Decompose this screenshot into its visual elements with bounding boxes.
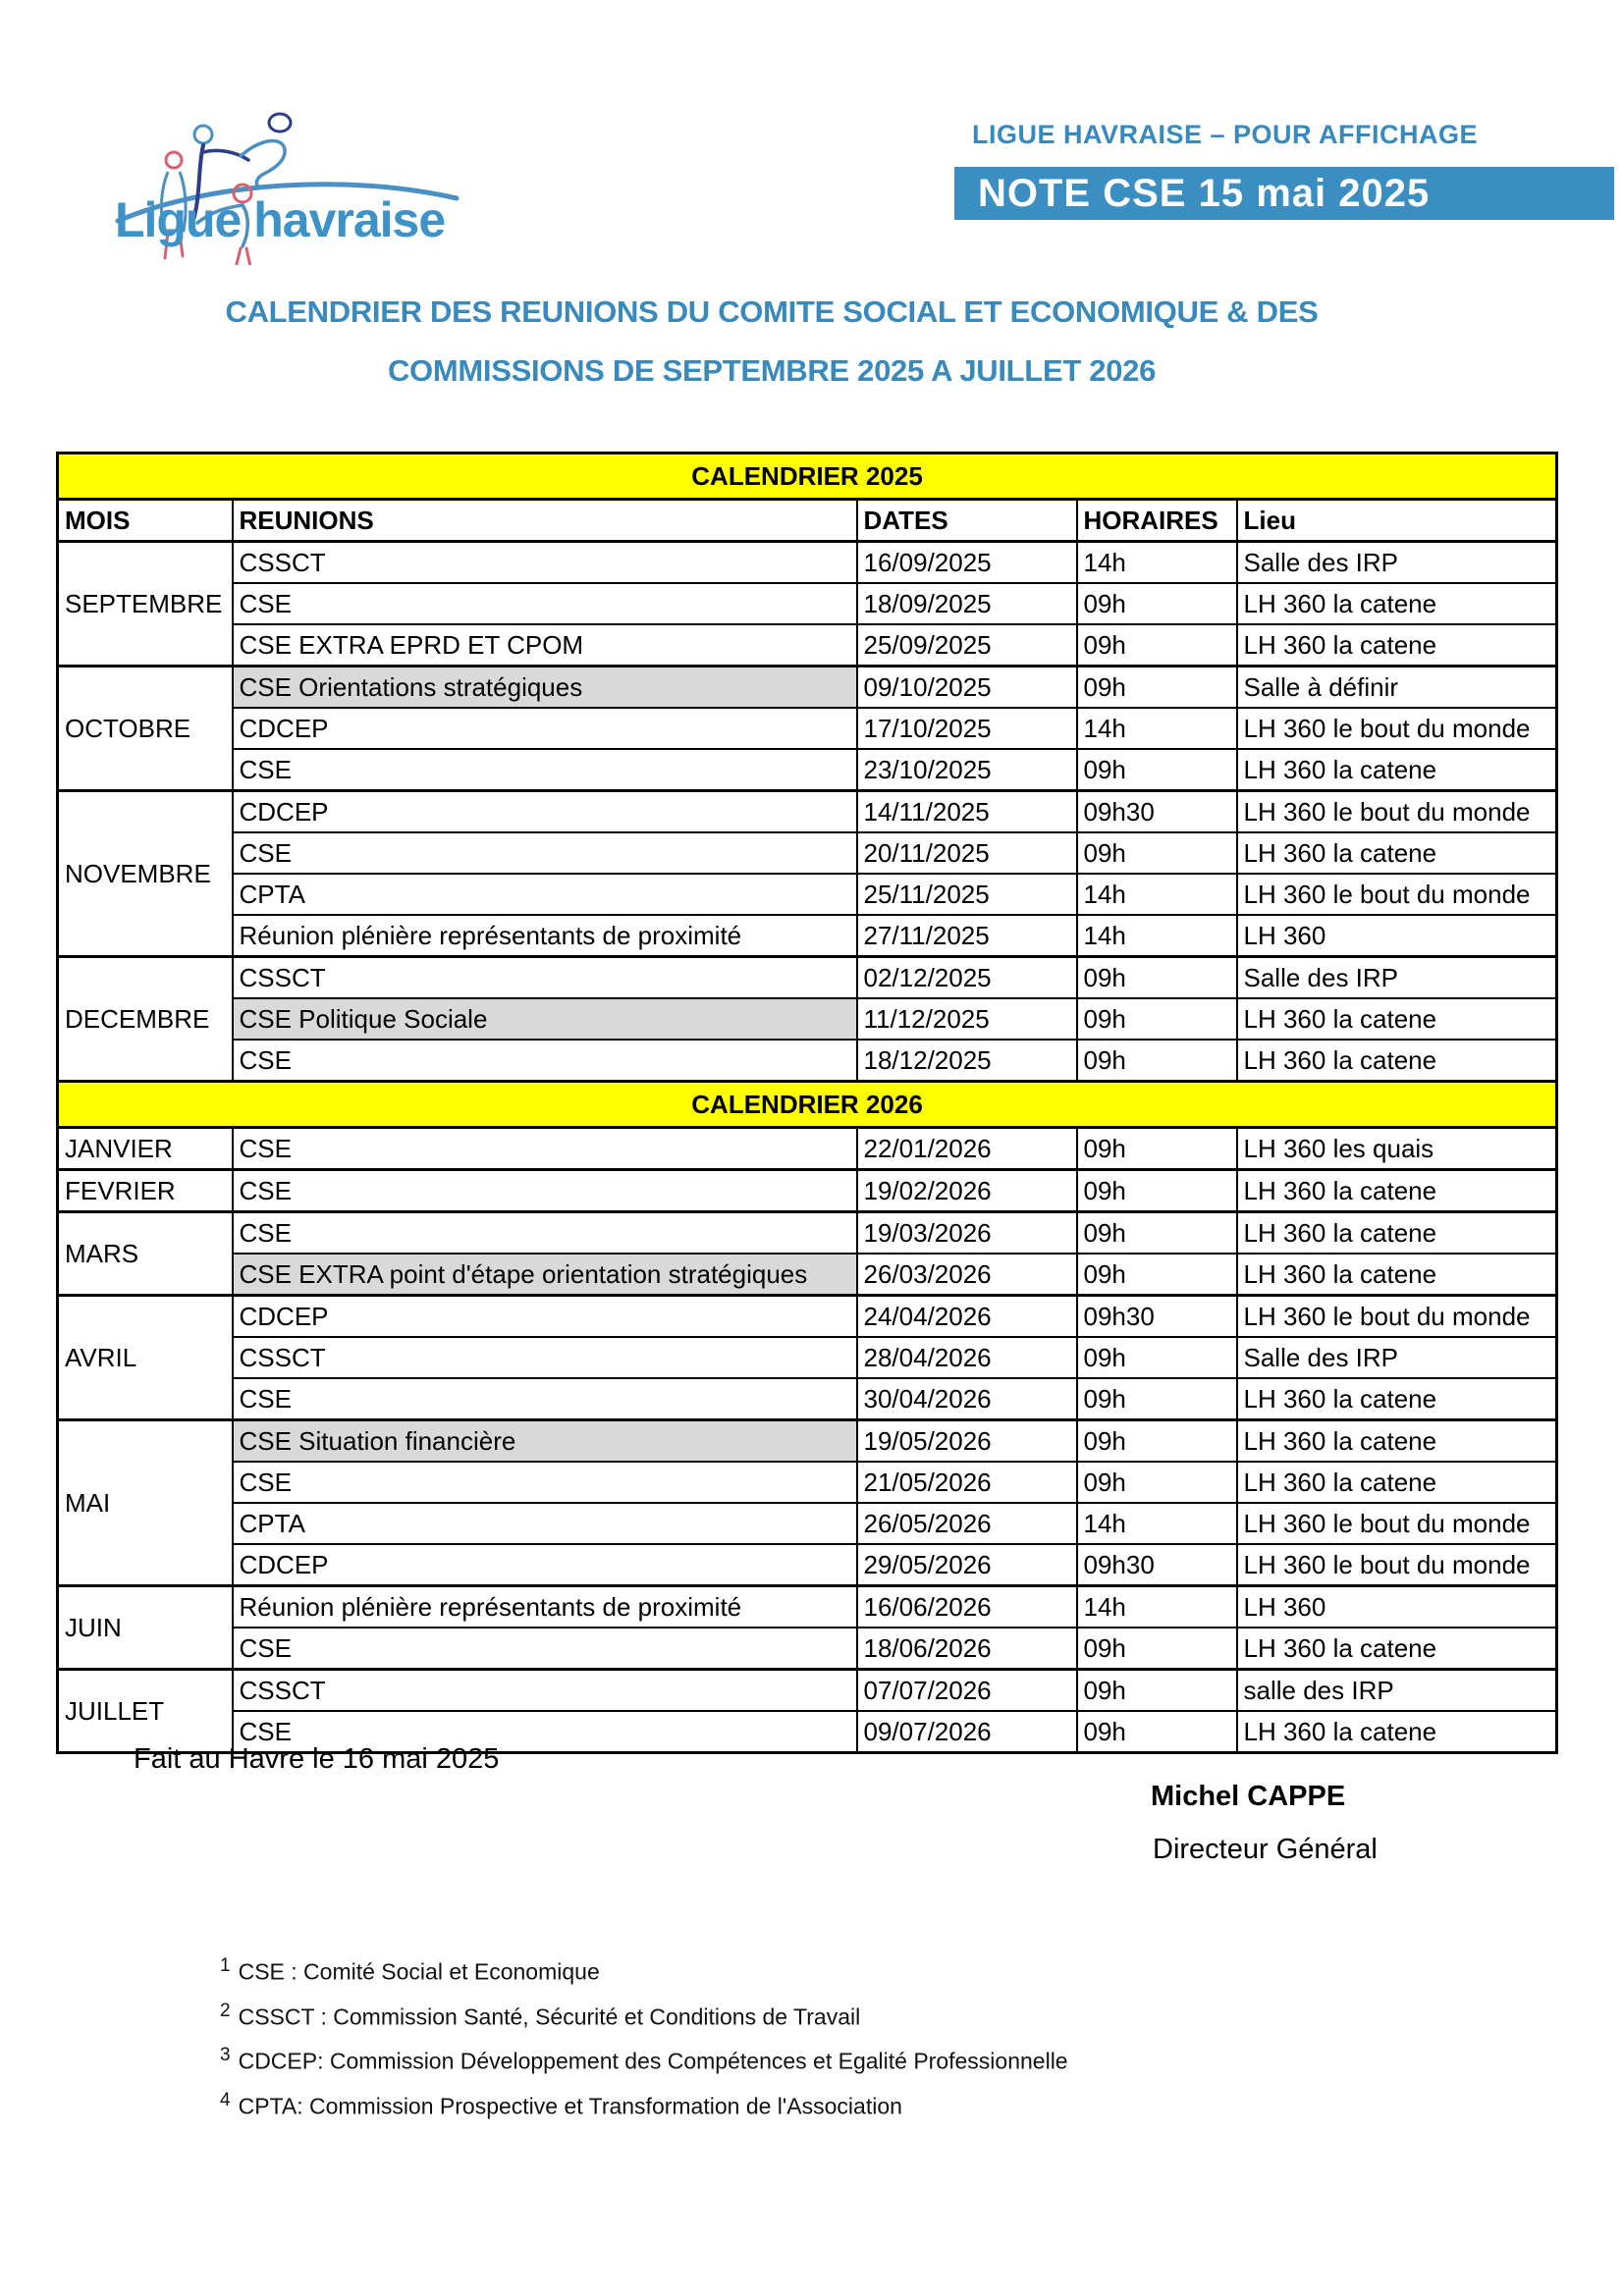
- column-header-dates: DATES: [857, 500, 1077, 542]
- date-cell: 29/05/2026: [857, 1544, 1077, 1586]
- lieu-cell: LH 360 la catene: [1237, 749, 1557, 791]
- meeting-row: [58, 1170, 1557, 1212]
- signer-title: Directeur Général: [1153, 1834, 1378, 1865]
- reunion-cell: CSE: [233, 1040, 857, 1082]
- meeting-row: [58, 1586, 1557, 1629]
- note-banner-text: NOTE CSE 15 mai 2025: [978, 171, 1431, 215]
- reunion-cell: CPTA: [233, 874, 857, 915]
- meeting-row: [58, 1296, 1557, 1338]
- horaire-cell: 09h: [1077, 957, 1237, 999]
- calendar-year-banner: CALENDRIER 2026: [58, 1082, 1557, 1128]
- date-cell: 14/11/2025: [857, 791, 1077, 833]
- reunion-cell: CSE: [233, 832, 857, 874]
- date-cell: 25/11/2025: [857, 874, 1077, 915]
- horaire-cell: 09h: [1077, 1711, 1237, 1753]
- footnote-number: 3: [220, 2045, 231, 2066]
- date-cell: 24/04/2026: [857, 1296, 1077, 1338]
- column-header-horaires: HORAIRES: [1077, 500, 1237, 542]
- meeting-row: [58, 749, 1557, 791]
- meeting-row: [58, 957, 1557, 999]
- month-cell: AVRIL: [58, 1296, 233, 1420]
- horaire-cell: 09h: [1077, 1462, 1237, 1503]
- footnote-text: CSE : Comité Social et Economique: [238, 1958, 600, 1985]
- lieu-cell: LH 360 le bout du monde: [1237, 791, 1557, 833]
- meeting-row: [58, 1378, 1557, 1420]
- column-header-lieu: Lieu: [1237, 500, 1557, 542]
- reunion-cell: CSE: [233, 583, 857, 624]
- lieu-cell: LH 360 la catene: [1237, 1212, 1557, 1255]
- horaire-cell: 09h: [1077, 667, 1237, 709]
- month-cell: MAI: [58, 1420, 233, 1586]
- meeting-row: [58, 1212, 1557, 1255]
- footnote-number: 1: [220, 1955, 231, 1976]
- footnote-cpta: [220, 2090, 1068, 2120]
- reunion-cell: CSE: [233, 1212, 857, 1255]
- lieu-cell: Salle des IRP: [1237, 1337, 1557, 1378]
- date-cell: 18/06/2026: [857, 1628, 1077, 1670]
- footnote-cdcep: [220, 2045, 1068, 2075]
- date-cell: 18/12/2025: [857, 1040, 1077, 1082]
- lieu-cell: LH 360 le bout du monde: [1237, 1503, 1557, 1544]
- reunion-cell: CSE: [233, 1711, 857, 1753]
- lieu-cell: LH 360 la catene: [1237, 1711, 1557, 1753]
- lieu-cell: LH 360 la catene: [1237, 583, 1557, 624]
- date-cell: 09/10/2025: [857, 667, 1077, 709]
- calendar-year-banner-row: [58, 1082, 1557, 1128]
- calendar-year-banner-row: [58, 454, 1557, 500]
- horaire-cell: 09h: [1077, 998, 1237, 1040]
- date-cell: 26/05/2026: [857, 1503, 1077, 1544]
- date-cell: 02/12/2025: [857, 957, 1077, 999]
- lieu-cell: LH 360 le bout du monde: [1237, 708, 1557, 749]
- lieu-cell: LH 360 la catene: [1237, 1462, 1557, 1503]
- reunion-cell: Réunion plénière représentants de proximité: [233, 915, 857, 957]
- reunion-cell: CSSCT: [233, 957, 857, 999]
- horaire-cell: 09h: [1077, 1670, 1237, 1712]
- month-cell: JUILLET: [58, 1670, 233, 1753]
- date-cell: 19/02/2026: [857, 1170, 1077, 1212]
- date-cell: 17/10/2025: [857, 708, 1077, 749]
- date-cell: 16/09/2025: [857, 542, 1077, 584]
- reunion-cell: CSE EXTRA point d'étape orientation stratégiques: [233, 1254, 857, 1296]
- date-cell: 23/10/2025: [857, 749, 1077, 791]
- reunion-cell: CSE: [233, 1462, 857, 1503]
- date-cell: 28/04/2026: [857, 1337, 1077, 1378]
- horaire-cell: 09h: [1077, 1170, 1237, 1212]
- reunion-cell: CDCEP: [233, 708, 857, 749]
- lieu-cell: LH 360: [1237, 915, 1557, 957]
- horaire-cell: 09h: [1077, 1212, 1237, 1255]
- horaire-cell: 09h: [1077, 1128, 1237, 1170]
- meeting-row: [58, 1462, 1557, 1503]
- meeting-row: [58, 542, 1557, 584]
- affichage-label: LIGUE HAVRAISE – POUR AFFICHAGE: [972, 120, 1479, 149]
- horaire-cell: 09h30: [1077, 1544, 1237, 1586]
- reunion-cell: CSSCT: [233, 542, 857, 584]
- lieu-cell: Salle à définir: [1237, 667, 1557, 709]
- lieu-cell: LH 360 la catene: [1237, 1254, 1557, 1296]
- meeting-row: [58, 915, 1557, 957]
- logo-wordmark: Ligue havraise: [115, 192, 446, 247]
- lieu-cell: salle des IRP: [1237, 1670, 1557, 1712]
- reunion-cell: CSE Politique Sociale: [233, 998, 857, 1040]
- horaire-cell: 14h: [1077, 542, 1237, 584]
- horaire-cell: 14h: [1077, 708, 1237, 749]
- footnote-text: CDCEP: Commission Développement des Compétences et Egalité Professionnelle: [238, 2048, 1068, 2074]
- document-title-line1: CALENDRIER DES REUNIONS DU COMITE SOCIAL ET ECONOMIQUE & DES: [225, 294, 1319, 329]
- date-cell: 19/03/2026: [857, 1212, 1077, 1255]
- reunion-cell: CSE: [233, 1378, 857, 1420]
- lieu-cell: LH 360 la catene: [1237, 1628, 1557, 1670]
- date-cell: 19/05/2026: [857, 1420, 1077, 1463]
- horaire-cell: 09h30: [1077, 791, 1237, 833]
- date-cell: 27/11/2025: [857, 915, 1077, 957]
- footnotes: [220, 1955, 1068, 2135]
- date-cell: 26/03/2026: [857, 1254, 1077, 1296]
- note-banner: [954, 167, 1614, 220]
- column-header-reunions: REUNIONS: [233, 500, 857, 542]
- reunion-cell: CDCEP: [233, 791, 857, 833]
- lieu-cell: Salle des IRP: [1237, 957, 1557, 999]
- month-cell: NOVEMBRE: [58, 791, 233, 957]
- horaire-cell: 14h: [1077, 874, 1237, 915]
- reunion-cell: CPTA: [233, 1503, 857, 1544]
- reunion-cell: CDCEP: [233, 1544, 857, 1586]
- document-title-line2: COMMISSIONS DE SEPTEMBRE 2025 A JUILLET 2026: [387, 353, 1157, 388]
- lieu-cell: LH 360: [1237, 1586, 1557, 1629]
- lieu-cell: LH 360 le bout du monde: [1237, 1544, 1557, 1586]
- date-cell: 16/06/2026: [857, 1586, 1077, 1629]
- meeting-row: [58, 583, 1557, 624]
- calendar-table: [56, 452, 1558, 1754]
- horaire-cell: 09h: [1077, 1337, 1237, 1378]
- signer-name: Michel CAPPE: [1151, 1781, 1346, 1812]
- lieu-cell: LH 360 la catene: [1237, 1420, 1557, 1463]
- reunion-cell: CSE: [233, 1628, 857, 1670]
- horaire-cell: 09h: [1077, 1628, 1237, 1670]
- column-header-row: [58, 500, 1557, 542]
- meeting-row: [58, 624, 1557, 667]
- footnote-text: CSSCT : Commission Santé, Sécurité et Conditions de Travail: [238, 2003, 861, 2030]
- meeting-row: [58, 1040, 1557, 1082]
- date-cell: 07/07/2026: [857, 1670, 1077, 1712]
- horaire-cell: 14h: [1077, 1586, 1237, 1629]
- document-title: [55, 294, 1488, 389]
- meeting-row: [58, 1254, 1557, 1296]
- meeting-row: [58, 708, 1557, 749]
- reunion-cell: CSSCT: [233, 1670, 857, 1712]
- lieu-cell: LH 360 la catene: [1237, 624, 1557, 667]
- horaire-cell: 09h: [1077, 1420, 1237, 1463]
- lieu-cell: LH 360 le bout du monde: [1237, 1296, 1557, 1338]
- horaire-cell: 09h: [1077, 1040, 1237, 1082]
- date-cell: 21/05/2026: [857, 1462, 1077, 1503]
- horaire-cell: 09h: [1077, 583, 1237, 624]
- horaire-cell: 14h: [1077, 915, 1237, 957]
- meeting-row: [58, 1670, 1557, 1712]
- month-cell: JANVIER: [58, 1128, 233, 1170]
- calendar-table-body: [58, 454, 1557, 1753]
- month-cell: FEVRIER: [58, 1170, 233, 1212]
- meeting-row: [58, 1628, 1557, 1670]
- horaire-cell: 09h: [1077, 624, 1237, 667]
- meeting-row: [58, 832, 1557, 874]
- month-cell: SEPTEMBRE: [58, 542, 233, 667]
- lieu-cell: LH 360 la catene: [1237, 1170, 1557, 1212]
- reunion-cell: CSE EXTRA EPRD ET CPOM: [233, 624, 857, 667]
- horaire-cell: 09h: [1077, 749, 1237, 791]
- reunion-cell: Réunion plénière représentants de proximité: [233, 1586, 857, 1629]
- lieu-cell: LH 360 la catene: [1237, 832, 1557, 874]
- reunion-cell: CSE Situation financière: [233, 1420, 857, 1463]
- horaire-cell: 09h: [1077, 1254, 1237, 1296]
- horaire-cell: 14h: [1077, 1503, 1237, 1544]
- month-cell: JUIN: [58, 1586, 233, 1670]
- meeting-row: [58, 1337, 1557, 1378]
- calendar-year-banner: CALENDRIER 2025: [58, 454, 1557, 500]
- date-cell: 18/09/2025: [857, 583, 1077, 624]
- meeting-row: [58, 1128, 1557, 1170]
- reunion-cell: CSE: [233, 1170, 857, 1212]
- meeting-row: [58, 791, 1557, 833]
- date-cell: 25/09/2025: [857, 624, 1077, 667]
- meeting-row: [58, 998, 1557, 1040]
- horaire-cell: 09h: [1077, 832, 1237, 874]
- lieu-cell: Salle des IRP: [1237, 542, 1557, 584]
- ligue-havraise-logo: [93, 54, 486, 265]
- horaire-cell: 09h30: [1077, 1296, 1237, 1338]
- month-cell: DECEMBRE: [58, 957, 233, 1082]
- date-cell: 09/07/2026: [857, 1711, 1077, 1753]
- meeting-row: [58, 667, 1557, 709]
- meeting-row: [58, 874, 1557, 915]
- reunion-cell: CDCEP: [233, 1296, 857, 1338]
- month-cell: MARS: [58, 1212, 233, 1296]
- meeting-row: [58, 1544, 1557, 1586]
- footnote-number: 4: [220, 2089, 231, 2110]
- column-header-mois: MOIS: [58, 500, 233, 542]
- footnote-cssct: [220, 2001, 1068, 2031]
- meeting-row: [58, 1420, 1557, 1463]
- reunion-cell: CSE: [233, 749, 857, 791]
- horaire-cell: 09h: [1077, 1378, 1237, 1420]
- place-date-line: Fait au Havre le 16 mai 2025: [134, 1743, 500, 1775]
- lieu-cell: LH 360 la catene: [1237, 998, 1557, 1040]
- date-cell: 20/11/2025: [857, 832, 1077, 874]
- date-cell: 11/12/2025: [857, 998, 1077, 1040]
- meeting-row: [58, 1503, 1557, 1544]
- lieu-cell: LH 360 le bout du monde: [1237, 874, 1557, 915]
- month-cell: OCTOBRE: [58, 667, 233, 791]
- lieu-cell: LH 360 la catene: [1237, 1378, 1557, 1420]
- footnote-text: CPTA: Commission Prospective et Transformation de l'Association: [238, 2093, 902, 2119]
- lieu-cell: LH 360 la catene: [1237, 1040, 1557, 1082]
- date-cell: 30/04/2026: [857, 1378, 1077, 1420]
- footnote-cse: [220, 1955, 1068, 1986]
- footnote-number: 2: [220, 2000, 231, 2021]
- calendar-table-wrap: [56, 452, 1555, 1754]
- date-cell: 22/01/2026: [857, 1128, 1077, 1170]
- reunion-cell: CSSCT: [233, 1337, 857, 1378]
- reunion-cell: CSE: [233, 1128, 857, 1170]
- reunion-cell: CSE Orientations stratégiques: [233, 667, 857, 709]
- lieu-cell: LH 360 les quais: [1237, 1128, 1557, 1170]
